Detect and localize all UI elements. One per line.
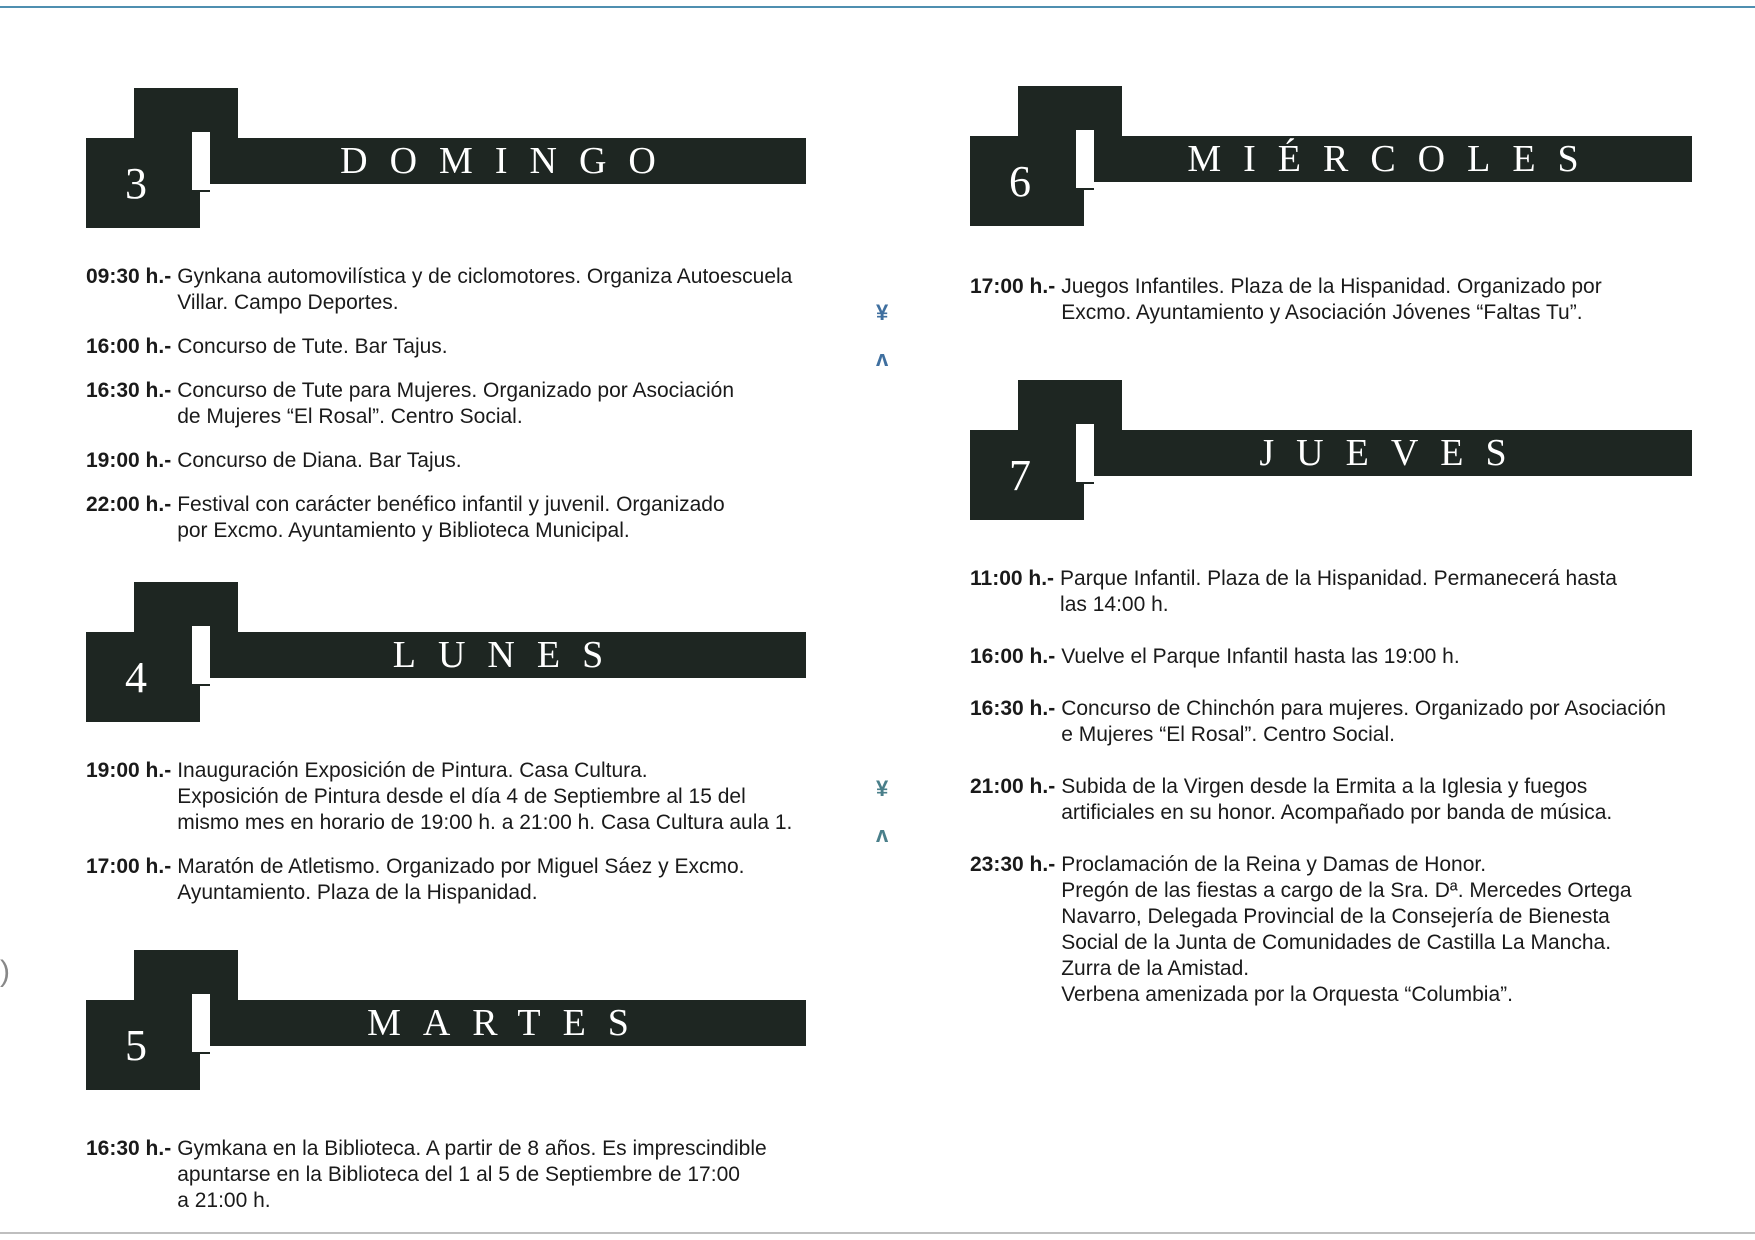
- event-item: [86, 492, 806, 544]
- event-time: 11:00 h.-: [970, 567, 1055, 590]
- header-tab: [1074, 128, 1094, 190]
- event-text: apuntarse en la Biblioteca del 1 al 5 de Septiembre de 17:00: [177, 1163, 740, 1186]
- header-square-top: [134, 88, 238, 140]
- page-edge-mark-icon: ): [0, 955, 10, 988]
- event-text: artificiales en su honor. Acompañado por banda de música.: [1061, 801, 1613, 824]
- event-text: Subida de la Virgen desde la Ermita a la Iglesia y fuegos: [1061, 775, 1588, 798]
- day-header-lunes: [86, 582, 806, 722]
- event-time: 19:00 h.-: [86, 449, 172, 472]
- event-item: [970, 696, 1690, 748]
- event-time: 16:30 h.-: [86, 379, 172, 402]
- left-page: [86, 0, 806, 1240]
- event-text: Maratón de Atletismo. Organizado por Miguel Sáez y Excmo.: [177, 855, 745, 878]
- event-text: de Mujeres “El Rosal”. Centro Social.: [177, 405, 523, 428]
- day-number: 5: [125, 1021, 147, 1070]
- day-number: 3: [125, 159, 147, 208]
- event-item: [86, 264, 806, 316]
- event-text: las 14:00 h.: [1060, 593, 1169, 616]
- event-text: a 21:00 h.: [177, 1189, 271, 1212]
- header-square-top: [1018, 380, 1122, 432]
- staple-mark-icon: ʌ: [876, 822, 889, 847]
- event-text: Navarro, Delegada Provincial de la Consejería de Bienesta: [1061, 905, 1610, 928]
- event-time: 17:00 h.-: [970, 275, 1056, 298]
- event-text: Gymkana en la Biblioteca. A partir de 8 años. Es imprescindible: [177, 1137, 767, 1160]
- day-header-martes: [86, 950, 806, 1090]
- event-text: Pregón de las fiestas a cargo de la Sra. Dª. Mercedes Ortega: [1061, 879, 1632, 902]
- header-square-top: [134, 950, 238, 1002]
- event-text: Proclamación de la Reina y Damas de Honor.: [1061, 853, 1487, 876]
- header-tab: [190, 624, 210, 686]
- event-text: Zurra de la Amistad.: [1061, 957, 1250, 980]
- event-text: Social de la Junta de Comunidades de Castilla La Mancha.: [1061, 931, 1612, 954]
- event-text: Juegos Infantiles. Plaza de la Hispanidad. Organizado por: [1061, 275, 1602, 298]
- event-text: Gynkana automovilística y de ciclomotores. Organiza Autoescuela: [177, 265, 793, 288]
- header-square-top: [1018, 86, 1122, 138]
- event-text: Excmo. Ayuntamiento y Asociación Jóvenes “Faltas Tu”.: [1061, 301, 1583, 324]
- event-time: 19:00 h.-: [86, 759, 172, 782]
- right-page: [970, 0, 1700, 1240]
- day-number: 6: [1009, 157, 1031, 206]
- event-text: Concurso de Diana. Bar Tajus.: [177, 449, 462, 472]
- event-time: 16:30 h.-: [970, 697, 1056, 720]
- event-item: [86, 378, 806, 430]
- event-time: 16:30 h.-: [86, 1137, 172, 1160]
- event-time: 23:30 h.-: [970, 853, 1056, 876]
- event-text: Concurso de Chinchón para mujeres. Organizado por Asociación: [1061, 697, 1666, 720]
- day-header-domingo: [86, 88, 806, 228]
- events-martes: [86, 1136, 806, 1232]
- event-text: Vuelve el Parque Infantil hasta las 19:00 h.: [1061, 645, 1460, 668]
- event-item: [86, 1136, 806, 1214]
- staple-mark-icon: ʌ: [876, 346, 889, 371]
- event-item: [86, 334, 806, 360]
- event-time: 16:00 h.-: [86, 335, 172, 358]
- day-header-miercoles: [970, 86, 1692, 226]
- events-miercoles: [970, 274, 1690, 344]
- event-text: Concurso de Tute. Bar Tajus.: [177, 335, 448, 358]
- event-item: [970, 852, 1690, 1008]
- event-text: e Mujeres “El Rosal”. Centro Social.: [1061, 723, 1395, 746]
- event-item: [86, 758, 806, 836]
- event-text: Exposición de Pintura desde el día 4 de Septiembre al 15 del: [177, 785, 746, 808]
- event-time: 16:00 h.-: [970, 645, 1056, 668]
- day-name: LUNES: [392, 634, 626, 676]
- day-name: JUEVES: [1259, 432, 1529, 474]
- event-item: [86, 448, 806, 474]
- day-name: DOMINGO: [340, 140, 678, 182]
- day-number: 4: [125, 653, 147, 702]
- event-text: mismo mes en horario de 19:00 h. a 21:00 h. Casa Cultura aula 1.: [177, 811, 793, 834]
- header-square-top: [134, 582, 238, 634]
- event-item: [970, 644, 1690, 670]
- staple-mark-icon: ¥: [876, 300, 889, 325]
- event-text: Parque Infantil. Plaza de la Hispanidad. Permanecerá hasta: [1060, 567, 1617, 590]
- event-item: [970, 274, 1690, 326]
- event-time: 21:00 h.-: [970, 775, 1056, 798]
- event-time: 09:30 h.-: [86, 265, 172, 288]
- day-number: 7: [1009, 451, 1031, 500]
- day-name: MARTES: [367, 1002, 651, 1044]
- event-time: 17:00 h.-: [86, 855, 172, 878]
- staple-mark-icon: ¥: [876, 776, 889, 801]
- event-item: [970, 774, 1690, 826]
- event-text: Concurso de Tute para Mujeres. Organizado por Asociación: [177, 379, 735, 402]
- day-header-jueves: [970, 380, 1692, 520]
- event-item: [86, 854, 806, 906]
- events-lunes: [86, 758, 806, 924]
- event-text: Villar. Campo Deportes.: [177, 291, 399, 314]
- event-item: [970, 566, 1690, 618]
- header-tab: [190, 130, 210, 192]
- event-text: Ayuntamiento. Plaza de la Hispanidad.: [177, 881, 538, 904]
- day-name: MIÉRCOLES: [1187, 138, 1601, 180]
- header-tab: [1074, 422, 1094, 484]
- header-tab: [190, 992, 210, 1054]
- events-domingo: [86, 264, 806, 562]
- event-text: Verbena amenizada por la Orquesta “Columbia”.: [1061, 983, 1513, 1006]
- event-text: por Excmo. Ayuntamiento y Biblioteca Municipal.: [177, 519, 630, 542]
- events-jueves: [970, 566, 1690, 1026]
- event-time: 22:00 h.-: [86, 493, 172, 516]
- event-text: Festival con carácter benéfico infantil y juvenil. Organizado: [177, 493, 725, 516]
- event-text: Inauguración Exposición de Pintura. Casa Cultura.: [177, 759, 648, 782]
